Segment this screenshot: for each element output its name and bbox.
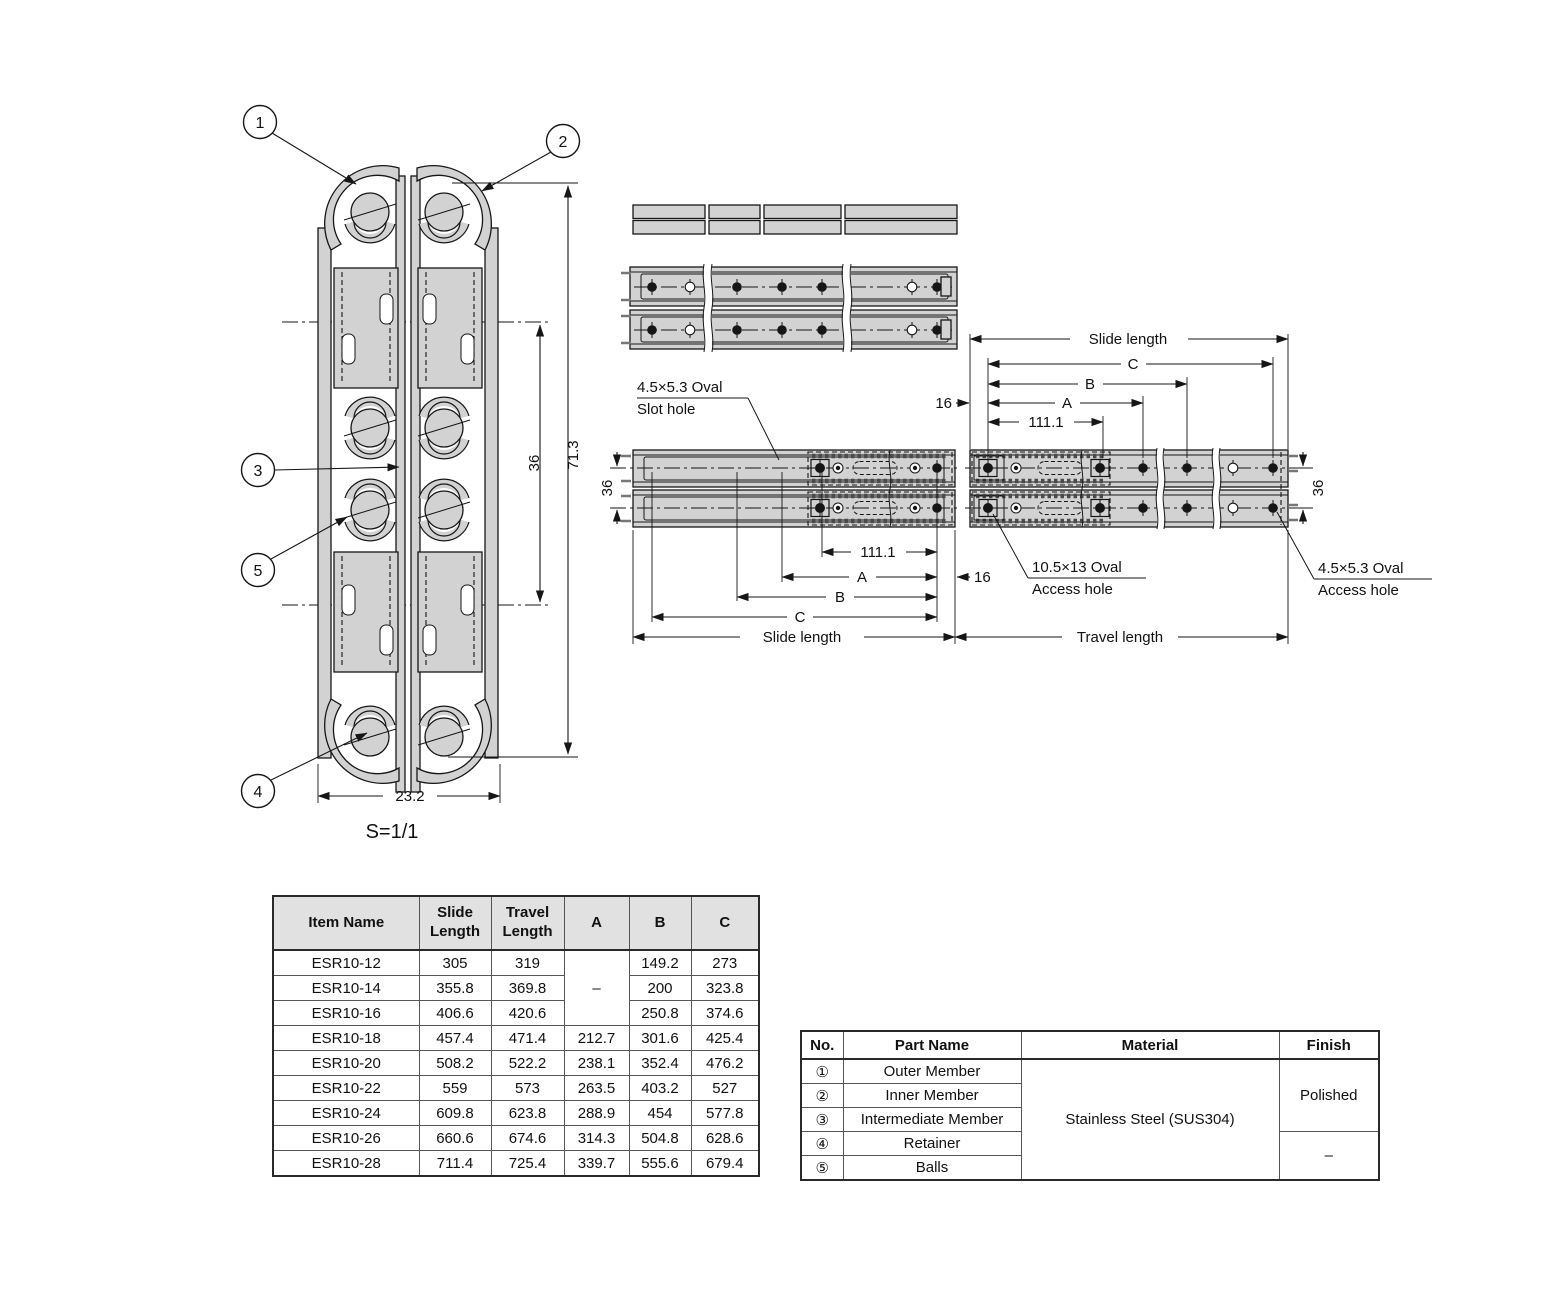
table-cell: ESR10-20 [273,1051,419,1076]
table-cell: ③ [801,1108,843,1132]
rail-pitch-left-dim: 36 [599,479,616,497]
table-row [273,1001,759,1026]
column-header: B [629,896,691,950]
svg-text:Access hole: Access hole [1032,581,1113,598]
table-cell: 238.1 [564,1051,629,1076]
table-cell: 457.4 [419,1026,491,1051]
end-offset-bottom-dim: 16 [974,569,991,586]
table-cell: ESR10-14 [273,976,419,1001]
column-header: Part Name [843,1031,1021,1059]
table-cell: 250.8 [629,1001,691,1026]
table-cell: Polished [1279,1059,1379,1132]
table-cell: 679.4 [691,1151,759,1177]
access-hole-right-label [1277,512,1432,599]
table-cell: Outer Member [843,1059,1021,1084]
table-cell: 660.6 [419,1126,491,1151]
cross-section-width-dim: 23.2 [395,788,425,805]
dimension-table [272,895,760,1177]
table-cell: 369.8 [491,976,564,1001]
table-cell: 314.3 [564,1126,629,1151]
table-row [273,1151,759,1177]
table-row [801,1059,1379,1084]
table-cell: 403.2 [629,1076,691,1101]
table-cell: ESR10-22 [273,1076,419,1101]
table-cell: 725.4 [491,1151,564,1177]
table-cell: Retainer [843,1132,1021,1156]
table-cell: 212.7 [564,1026,629,1051]
table-cell: 522.2 [491,1051,564,1076]
table-cell: 471.4 [491,1026,564,1051]
table-cell: 674.6 [491,1126,564,1151]
cross-section-view [242,106,583,844]
b-bottom-dim: B [834,589,846,606]
column-header: Item Name [273,896,419,950]
table-cell: 288.9 [564,1101,629,1126]
hole-pitch-top-dim: 111.1 [1028,414,1064,431]
table-cell: 623.8 [491,1101,564,1126]
svg-text:4: 4 [253,784,263,801]
table-cell: 711.4 [419,1151,491,1177]
table-cell: 374.6 [691,1001,759,1026]
table-cell: 339.7 [564,1151,629,1177]
table-cell: 628.6 [691,1126,759,1151]
callout-1 [244,106,357,185]
closed-view [621,264,957,352]
a-bottom-dim: A [856,569,868,586]
rail-pitch-right-dim: 36 [1310,479,1327,497]
table-cell: 577.8 [691,1101,759,1126]
table-cell: 355.8 [419,976,491,1001]
svg-text:1: 1 [255,115,265,132]
table-cell: 319 [491,950,564,976]
column-header: C [691,896,759,950]
table-cell: 573 [491,1076,564,1101]
svg-text:5: 5 [253,563,263,580]
column-header: Travel Length [491,896,564,950]
table-row [273,1076,759,1101]
table-cell: Inner Member [843,1084,1021,1108]
travel-length-dim: Travel length [1076,629,1164,646]
table-cell: 149.2 [629,950,691,976]
table-cell: 200 [629,976,691,1001]
parts-table [800,1030,1380,1181]
table-cell: 476.2 [691,1051,759,1076]
table-cell: 406.6 [419,1001,491,1026]
table-cell: 305 [419,950,491,976]
table-cell: – [1279,1132,1379,1181]
column-header: No. [801,1031,843,1059]
svg-text:3: 3 [253,463,263,480]
slot-hole-label [637,379,779,460]
scale-label: S=1/1 [365,821,419,843]
table-row [273,1126,759,1151]
table-cell: ESR10-12 [273,950,419,976]
table-cell: 323.8 [691,976,759,1001]
svg-text:Slot hole: Slot hole [637,401,696,418]
table-cell: ESR10-28 [273,1151,419,1177]
callout-2 [482,125,580,192]
cross-section-height-dim: 71.3 [565,440,582,470]
end-offset-top-dim: 16 [935,395,952,412]
table-cell: ④ [801,1132,843,1156]
table-cell: 301.6 [629,1026,691,1051]
column-header: Slide Length [419,896,491,950]
dims-top [935,331,1288,462]
a-top-dim: A [1061,395,1073,412]
table-cell: ⑤ [801,1156,843,1181]
table-cell: ESR10-24 [273,1101,419,1126]
svg-text:4.5×5.3 Oval: 4.5×5.3 Oval [637,379,723,396]
table-row [273,950,759,976]
hole-pitch-bottom-dim: 111.1 [860,544,896,561]
table-cell: ESR10-16 [273,1001,419,1026]
extended-view [599,331,1432,646]
table-cell: ① [801,1059,843,1084]
table-cell: 420.6 [491,1001,564,1026]
column-header: A [564,896,629,950]
table-cell: Intermediate Member [843,1108,1021,1132]
svg-text:Access hole: Access hole [1318,582,1399,599]
slide-length-bottom-dim: Slide length [762,629,842,646]
table-cell: 504.8 [629,1126,691,1151]
b-top-dim: B [1084,376,1096,393]
table-row [273,976,759,1001]
table-cell: 527 [691,1076,759,1101]
edge-view [633,205,957,234]
column-header: Material [1021,1031,1279,1059]
table-row [273,1101,759,1126]
svg-text:2: 2 [558,134,568,151]
table-cell: ESR10-26 [273,1126,419,1151]
table-cell: – [564,950,629,1026]
table-cell: Stainless Steel (SUS304) [1021,1059,1279,1180]
table-cell: 454 [629,1101,691,1126]
slide-length-top-dim: Slide length [1088,331,1168,348]
c-bottom-dim: C [794,609,806,626]
svg-text:10.5×13 Oval: 10.5×13 Oval [1032,559,1122,576]
table-cell: 555.6 [629,1151,691,1177]
table-cell: 559 [419,1076,491,1101]
table-cell: 609.8 [419,1101,491,1126]
table-cell: ESR10-18 [273,1026,419,1051]
table-cell: 273 [691,950,759,976]
c-top-dim: C [1127,356,1139,373]
table-cell: 352.4 [629,1051,691,1076]
table-cell: 425.4 [691,1026,759,1051]
column-header: Finish [1279,1031,1379,1059]
table-cell: ② [801,1084,843,1108]
table-row [273,1026,759,1051]
table-cell: 508.2 [419,1051,491,1076]
table-cell: 263.5 [564,1076,629,1101]
table-cell: Balls [843,1156,1021,1181]
svg-text:4.5×5.3 Oval: 4.5×5.3 Oval [1318,560,1404,577]
table-row [273,1051,759,1076]
cross-section-pitch-dim: 36 [526,454,543,472]
